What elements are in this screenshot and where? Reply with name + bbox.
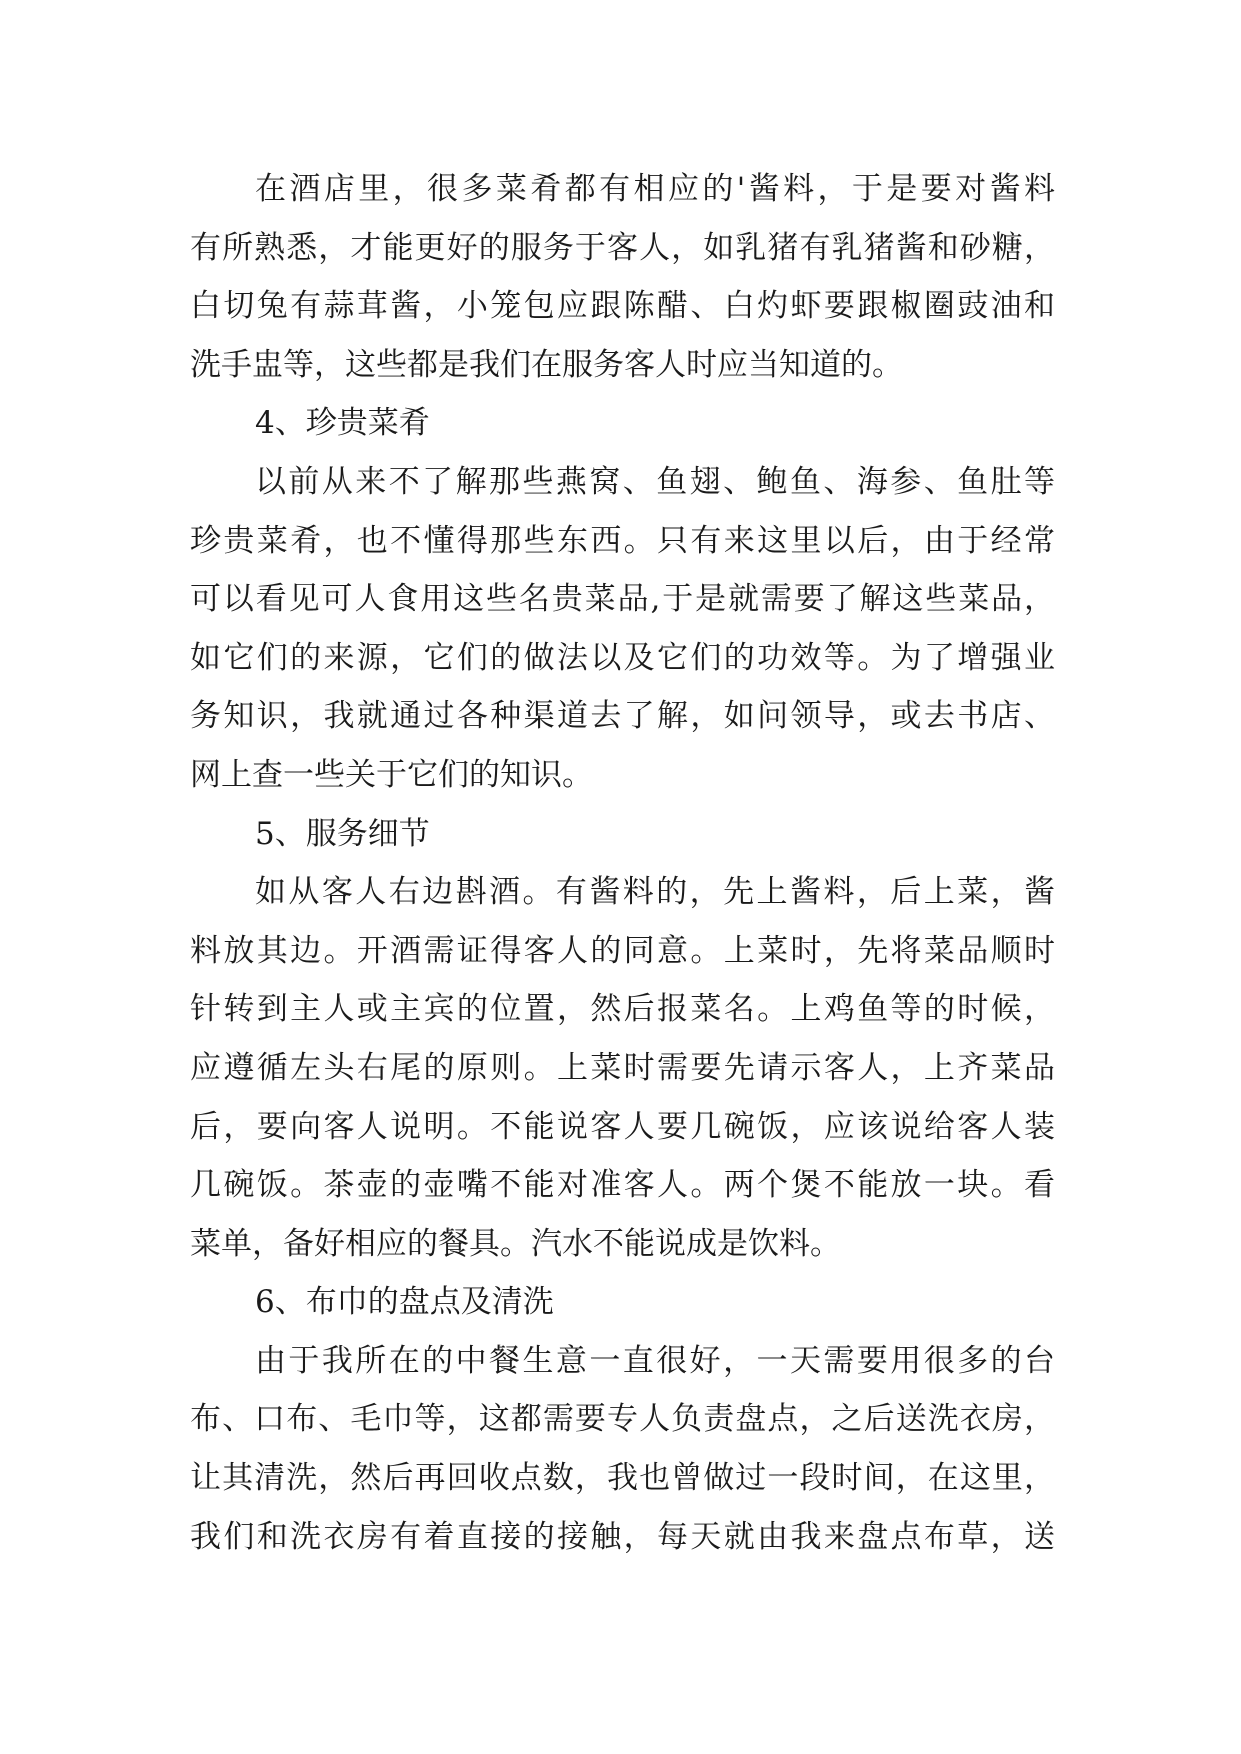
paragraph-line: 洗手盅等，这些都是我们在服务客人时应当知道的。 (190, 346, 903, 383)
paragraph-line: 针转到主人或主宾的位置，然后报菜名。上鸡鱼等的时候， (190, 991, 1055, 1028)
paragraph-line: 可以看见可人食用这些名贵菜品,于是就需要了解这些菜品， (190, 581, 1055, 618)
paragraph-line: 有所熟悉，才能更好的服务于客人，如乳猪有乳猪酱和砂糖， (190, 229, 1055, 266)
paragraph-line: 让其清洗，然后再回收点数，我也曾做过一段时间，在这里， (190, 1460, 1055, 1497)
section-heading: 4、珍贵菜肴 (255, 405, 430, 442)
paragraph-line: 网上查一些关于它们的知识。 (190, 756, 593, 793)
paragraph-line: 务知识，我就通过各种渠道去了解，如问领导，或去书店、 (190, 698, 1055, 735)
paragraph-line: 在酒店里，很多菜肴都有相应的'酱料，于是要对酱料 (255, 171, 1055, 207)
paragraph-line: 应遵循左头右尾的原则。上菜时需要先请示客人，上齐菜品 (190, 1049, 1055, 1086)
paragraph-line: 由于我所在的中餐生意一直很好，一天需要用很多的台 (255, 1342, 1055, 1379)
paragraph-line: 我们和洗衣房有着直接的接触，每天就由我来盘点布草，送 (190, 1518, 1055, 1555)
paragraph-line: 以前从来不了解那些燕窝、鱼翅、鲍鱼、海参、鱼肚等 (255, 463, 1055, 500)
paragraph-line: 如它们的来源，它们的做法以及它们的功效等。为了增强业 (190, 639, 1055, 676)
paragraph-line: 菜单，备好相应的餐具。汽水不能说成是饮料。 (190, 1225, 841, 1262)
paragraph-line: 后，要向客人说明。不能说客人要几碗饭，应该说给客人装 (190, 1108, 1055, 1145)
section-heading: 6、布巾的盘点及清洗 (255, 1284, 554, 1321)
paragraph-line: 几碗饭。茶壶的壶嘴不能对准客人。两个煲不能放一块。看 (190, 1167, 1055, 1204)
paragraph-line: 珍贵菜肴，也不懂得那些东西。只有来这里以后，由于经常 (190, 522, 1055, 559)
paragraph-line: 料放其边。开酒需证得客人的同意。上菜时，先将菜品顺时 (190, 932, 1055, 969)
paragraph-line: 白切兔有蒜茸酱，小笼包应跟陈醋、白灼虾要跟椒圈豉油和 (190, 288, 1055, 325)
section-heading: 5、服务细节 (255, 815, 430, 852)
paragraph-line: 如从客人右边斟酒。有酱料的，先上酱料，后上菜，酱 (255, 874, 1055, 911)
document-body (190, 160, 1055, 1566)
paragraph-line: 布、口布、毛巾等，这都需要专人负责盘点，之后送洗衣房， (190, 1401, 1055, 1438)
